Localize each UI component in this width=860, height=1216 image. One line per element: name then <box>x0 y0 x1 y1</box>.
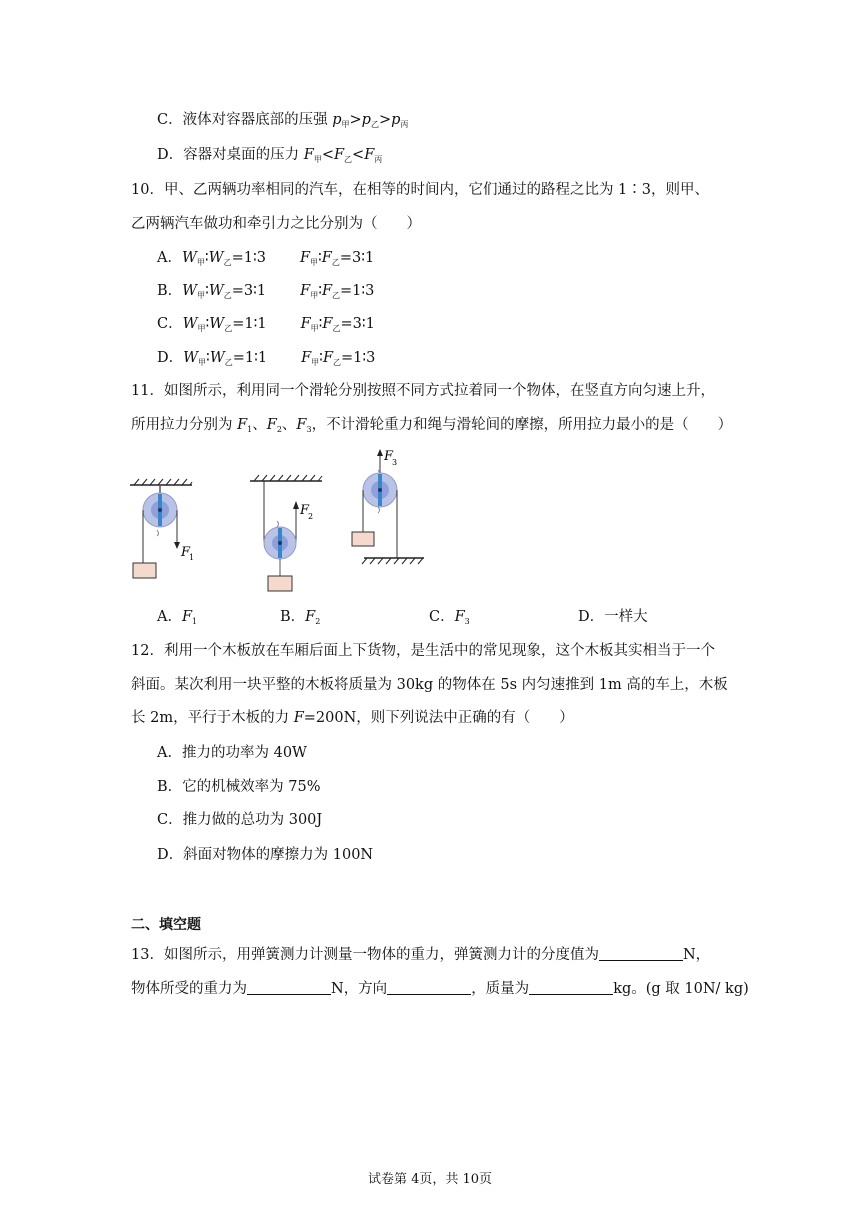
q11-stem-line1: 11．如图所示，利用同一个滑轮分别按照不同方式拉着同一个物体，在竖直方向匀速上升， <box>131 383 715 399</box>
movable-pulley-setup <box>250 475 322 591</box>
f2-label: F <box>300 503 310 518</box>
answer-blank-3[interactable] <box>387 980 471 995</box>
q12-option-b: B．它的机械效率为 75% <box>157 779 321 795</box>
q12-stem-line1: 12．利用一个木板放在车厢后面上下货物，是生活中的常见现象，这个木板其实相当于一个 <box>131 643 715 659</box>
q11-option-c: C．$F_3$ <box>429 609 470 626</box>
q11-option-b: B．$F_2$ <box>280 609 321 626</box>
inverted-pulley-setup <box>352 449 424 564</box>
section-heading: 二、填空题 <box>131 917 201 933</box>
page-footer: 试卷第 4页，共 10页 <box>367 1172 493 1187</box>
q12-stem-line3: 长 2m，平行于木板的力 F=200N，则下列说法中正确的有（ ） <box>131 710 574 726</box>
q11-stem-line2: 所用拉力分别为 $F_1$、$F_2$、$F_3$，不计滑轮重力和绳与滑轮间的摩擦，所用拉力最小的是（ ） <box>131 417 733 434</box>
q10-stem-line2: 乙两辆汽车做功和牵引力之比分别为（ ） <box>131 216 421 232</box>
svg-text:1: 1 <box>189 553 195 562</box>
q11-option-d: D．一样大 <box>578 609 648 625</box>
q10-stem-line1: 10．甲、乙两辆功率相同的汽车，在相等的时间内，它们通过的路程之比为 1∶3，则甲、 <box>131 182 710 198</box>
svg-text:2: 2 <box>308 512 314 521</box>
q10-option-d: D．$W_甲∶W_乙=1∶1$ $F_甲∶F_乙=1∶3$ <box>157 350 376 367</box>
pulley-figure <box>126 448 436 593</box>
q12-option-c: C．推力做的总功为 300J <box>157 812 323 828</box>
q12-option-d: D．斜面对物体的摩擦力为 100N <box>157 847 374 863</box>
svg-text:3: 3 <box>392 458 398 467</box>
q9-option-d: D．容器对桌面的压力 $F_甲<F_乙<F_丙$ <box>157 147 383 164</box>
q11-option-a: A．$F_1$ <box>157 609 198 626</box>
answer-blank-4[interactable] <box>529 980 613 995</box>
q10-option-c: C．$W_甲∶W_乙=1∶1$ $F_甲∶F_乙=3∶1$ <box>157 316 375 333</box>
answer-blank-1[interactable] <box>599 946 683 961</box>
q13-stem-line2: 物体所受的重力为 N，方向 ，质量为 kg。(g 取 10N/ kg) <box>131 981 749 997</box>
q9-option-c: C．液体对容器底部的压强 $p_甲>p_乙>p_丙$ <box>157 112 409 129</box>
f1-label: F <box>181 545 191 560</box>
answer-blank-2[interactable] <box>247 980 331 995</box>
q12-option-a: A．推力的功率为 40W <box>157 745 307 761</box>
q10-option-b: B．$W_甲∶W_乙=3∶1$ $F_甲∶F_乙=1∶3$ <box>157 283 375 300</box>
q13-stem-line1: 13．如图所示，用弹簧测力计测量一物体的重力，弹簧测力计的分度值为 N， <box>131 947 711 963</box>
q10-option-a: A．$W_甲∶W_乙=1∶3$ $F_甲∶F_乙=3∶1$ <box>157 250 375 267</box>
f3-label: F <box>384 449 394 464</box>
fixed-pulley-setup <box>130 479 194 578</box>
q12-stem-line2: 斜面。某次利用一块平整的木板将质量为 30kg 的物体在 5s 内匀速推到 1m 高的车上，木板 <box>131 677 728 693</box>
